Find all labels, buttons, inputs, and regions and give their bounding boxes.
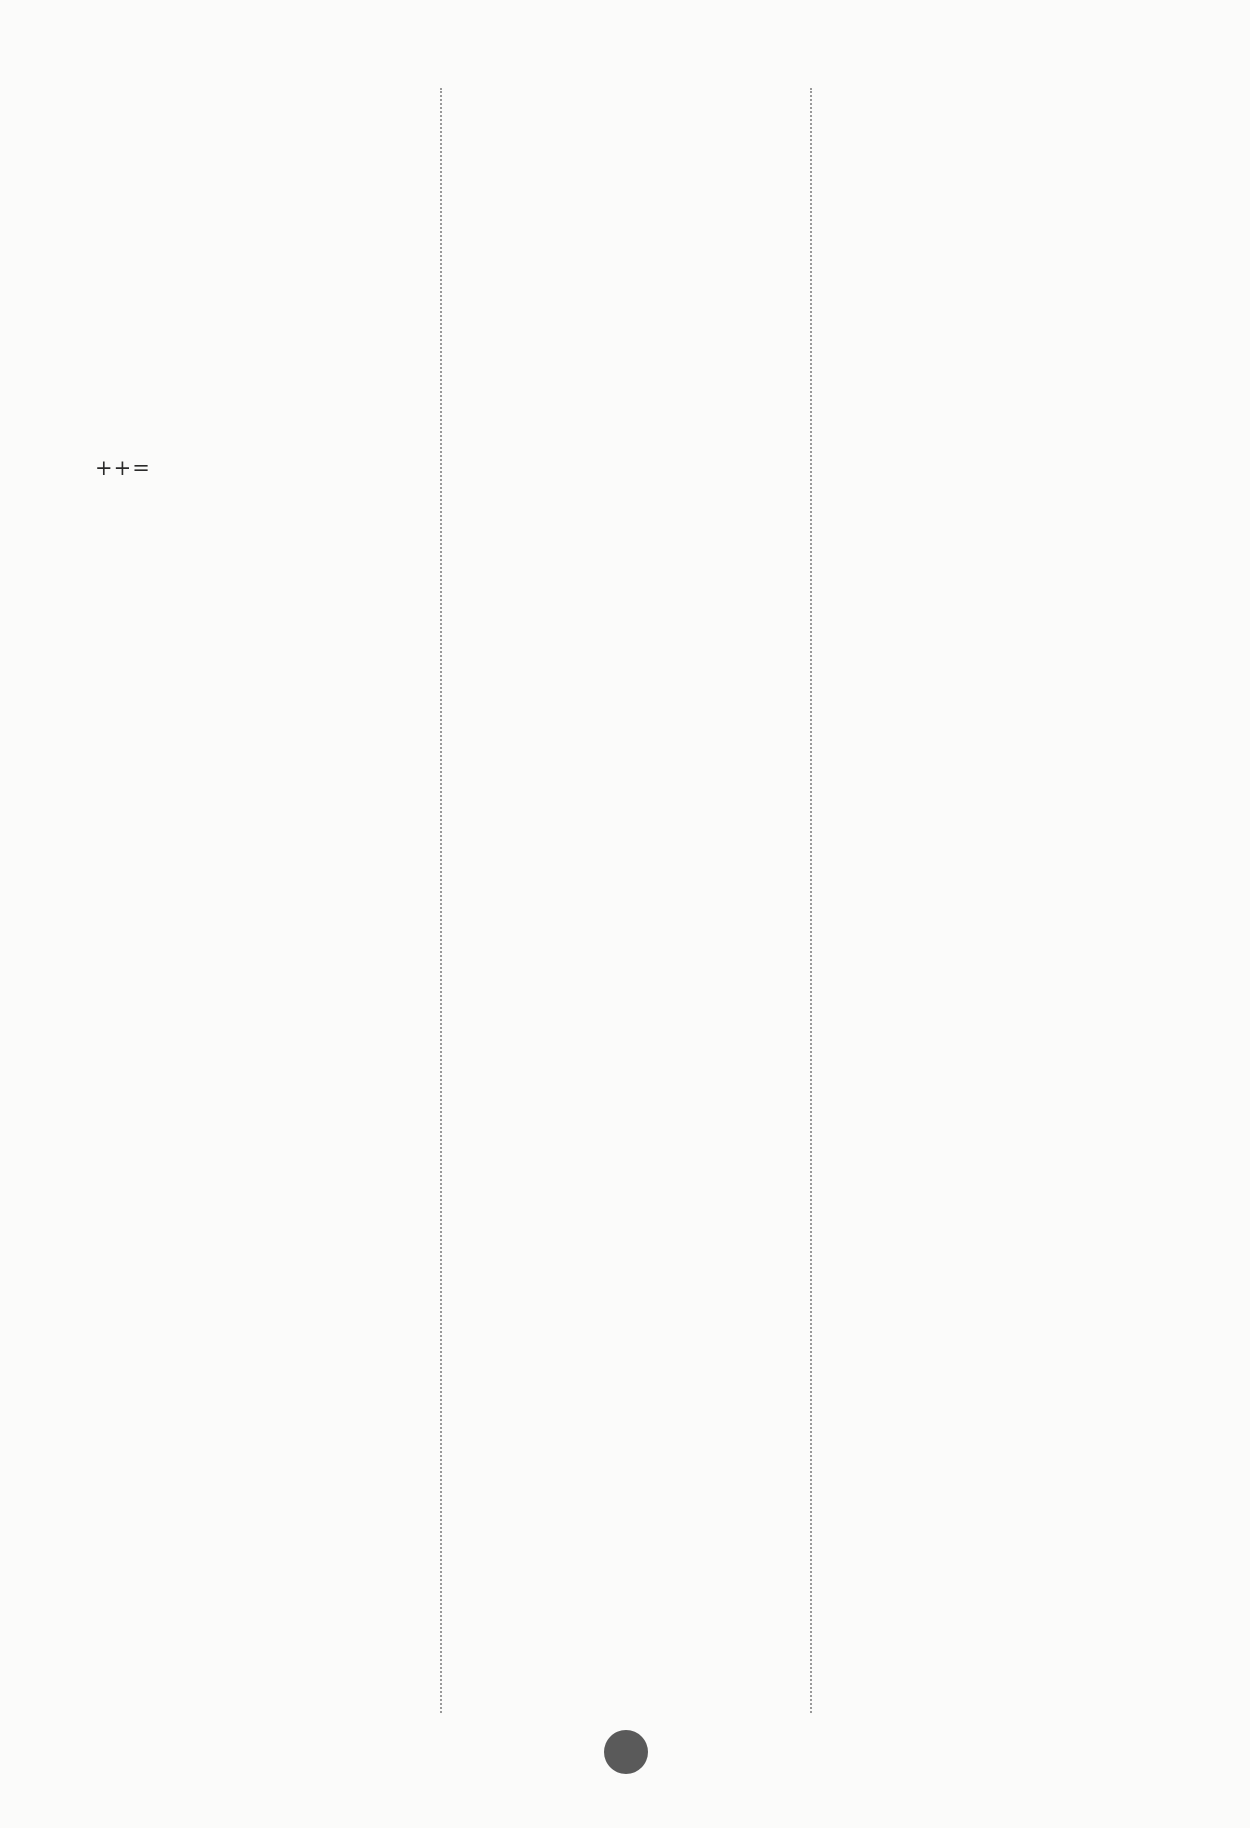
difference-line [95, 368, 420, 438]
column-divider [440, 88, 442, 1713]
column-right [835, 80, 1165, 160]
page-number [604, 1730, 648, 1774]
q3-water-line [95, 162, 420, 242]
explanation: ++= [95, 456, 151, 480]
column-divider [810, 88, 812, 1713]
conclusion-line [95, 312, 420, 368]
part2-q1 [835, 86, 1165, 142]
column-left [95, 80, 420, 527]
answer-row [95, 80, 420, 162]
juice-line [95, 242, 420, 312]
column-middle [460, 80, 790, 98]
